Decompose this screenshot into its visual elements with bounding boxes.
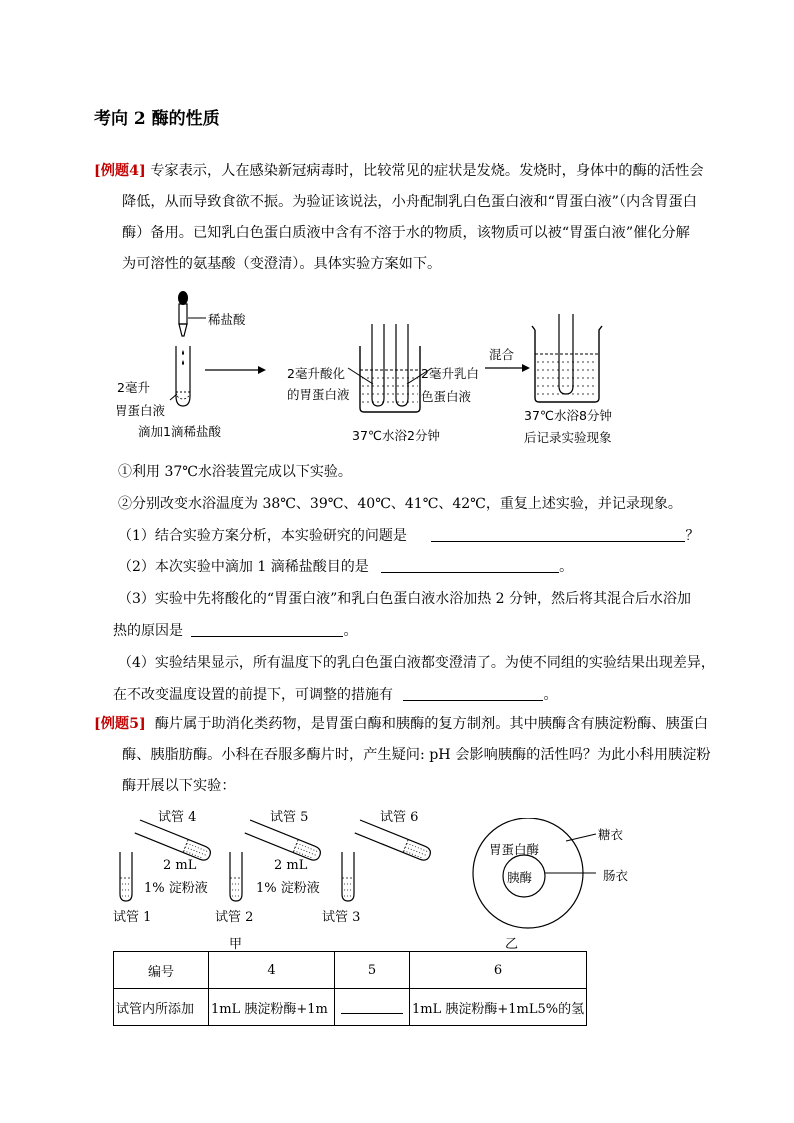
- label-pancreatin: 胰酶: [507, 870, 533, 885]
- label-tube-6: 试管 6: [380, 810, 419, 825]
- table-cell: 1mL 胰淀粉酶+1m: [209, 989, 335, 1026]
- step-1: ①利用 37℃水浴装置完成以下实验。: [118, 464, 352, 480]
- label-right-line2: 色蛋白液: [421, 389, 472, 404]
- table-cell-blank[interactable]: [335, 989, 410, 1026]
- beaker-icon: [532, 314, 602, 402]
- question-4-end: 。: [543, 687, 558, 703]
- question-1-text: （1）结合实验方案分析，本实验研究的问题是: [118, 528, 407, 544]
- label-end-line2: 后记录实验现象: [524, 430, 612, 445]
- ex5-line-1: 酶片属于助消化类药物，是胃蛋白酶和胰酶的复方制剂。其中胰酶含有胰淀粉酶、胰蛋白: [154, 716, 709, 732]
- answer-blank-5[interactable]: [341, 999, 403, 1014]
- table-cell: 1mL 胰淀粉酶+1mL5%的氢: [410, 989, 587, 1026]
- table-row: [114, 989, 587, 1026]
- label-sugar-coat: 糖衣: [598, 827, 624, 842]
- label-bath: 37℃水浴2分钟: [352, 428, 440, 443]
- table-header-cell: 6: [410, 952, 587, 989]
- table-cell: 试管内所添加: [114, 989, 209, 1026]
- label-dilute-acid: 稀盐酸: [208, 312, 246, 327]
- answer-blank-1[interactable]: [431, 527, 685, 542]
- label-tube-content: 胃蛋白液: [115, 403, 166, 418]
- section-title: 考向 2 酶的性质: [94, 109, 220, 129]
- question-2-text: （2）本次实验中滴加 1 滴稀盐酸目的是: [118, 559, 369, 575]
- question-3b: [113, 620, 357, 640]
- label-tube-2: 试管 2: [215, 910, 254, 925]
- test-tube-icon: [170, 346, 190, 406]
- table-header-row: [114, 952, 587, 989]
- question-1: [118, 525, 699, 545]
- tablet-cross-section-icon: [473, 818, 596, 928]
- label-left-line2: 的胃蛋白液: [287, 387, 350, 402]
- label-mix: 混合: [489, 347, 515, 362]
- example-4-tag: [例题4]: [94, 163, 146, 179]
- ex4-line-3: 酶）备用。已知乳白色蛋白质液中含有不溶于水的物质，该物质可以被“胃蛋白液”催化分解: [122, 225, 690, 241]
- question-2: [118, 556, 573, 576]
- experiment-table: [113, 951, 587, 1026]
- question-4a: （4）实验结果显示，所有温度下的乳白色蛋白液都变澄清了。为使不同组的实验结果出现差异，: [118, 655, 715, 671]
- answer-blank-3[interactable]: [191, 622, 343, 637]
- arrow-icon: [205, 366, 266, 374]
- label-volume-1: 2 mL: [163, 858, 197, 873]
- label-tube-5: 试管 5: [270, 810, 309, 825]
- upright-test-tube-icon: [120, 852, 132, 901]
- example-5-tag: [例题5]: [94, 716, 146, 732]
- ex4-line-4: 为可溶性的氨基酸（变澄清）。具体实验方案如下。: [122, 256, 442, 272]
- question-4b: [113, 684, 557, 704]
- beaker-icon: [348, 324, 432, 412]
- label-tube-1: 试管 1: [113, 910, 152, 925]
- label-enteric-coat: 肠衣: [603, 868, 629, 883]
- tilted-test-tube-icon: [355, 820, 433, 862]
- question-3b-text: 热的原因是: [113, 623, 183, 639]
- ex5-line-2: 酶、胰脂肪酶。小科在吞服多酶片时，产生疑问: pH 会影响胰酶的活性吗？为此小科用胰淀粉: [122, 747, 711, 763]
- tilted-test-tube-icon: [245, 820, 323, 862]
- table-header-cell: 编号: [114, 952, 209, 989]
- step-2: ②分别改变水浴温度为 38℃、39℃、40℃、41℃、42℃，重复上述实验，并记录现象。: [118, 496, 682, 512]
- label-pepsin: 胃蛋白酶: [489, 842, 540, 857]
- caption-yi: 乙: [505, 937, 519, 952]
- arrow-icon: [485, 364, 530, 372]
- label-right-line1: 2毫升乳白: [421, 366, 479, 381]
- label-starch-2: 1% 淀粉液: [256, 881, 320, 896]
- ex5-line-3: 酶开展以下实验：: [122, 778, 236, 794]
- answer-blank-2[interactable]: [381, 558, 559, 573]
- question-3-end: 。: [343, 623, 358, 639]
- question-1-end: ？: [685, 528, 700, 544]
- answer-blank-4[interactable]: [403, 686, 543, 701]
- tablet-figure: [466, 818, 616, 930]
- label-starch-1: 1% 淀粉液: [144, 881, 208, 896]
- caption-jia: 甲: [229, 937, 243, 952]
- label-tube-volume: 2毫升: [117, 380, 150, 395]
- question-4b-text: 在不改变温度设置的前提下，可调整的措施有: [113, 687, 393, 703]
- drop-icon: [182, 350, 184, 365]
- ex4-line-1: 专家表示，人在感染新冠病毒时，比较常见的症状是发烧。发烧时，身体中的酶的活性会: [150, 163, 704, 179]
- question-3a: （3）实验中先将酸化的“胃蛋白液”和乳白色蛋白液水浴加热 2 分钟，然后将其混合后水浴加: [118, 591, 692, 607]
- example-4-text: [94, 156, 734, 280]
- label-end-line1: 37℃水浴8分钟: [524, 408, 612, 423]
- question-2-end: 。: [559, 559, 574, 575]
- label-tube-3: 试管 3: [322, 910, 361, 925]
- table-header-cell: 5: [335, 952, 410, 989]
- upright-test-tube-icon: [230, 852, 242, 901]
- ex4-line-2: 降低，从而导致食欲不振。为验证该说法，小舟配制乳白色蛋白液和“胃蛋白液”（内含胃蛋白: [122, 194, 697, 210]
- table-header-cell: 4: [209, 952, 335, 989]
- upright-test-tube-icon: [342, 852, 354, 901]
- label-left-line1: 2毫升酸化: [287, 366, 345, 381]
- dropper-icon: [178, 291, 206, 336]
- label-tube-4: 试管 4: [158, 810, 197, 825]
- tilted-test-tube-icon: [135, 820, 213, 862]
- example-5-text: [94, 709, 734, 802]
- label-volume-2: 2 mL: [274, 858, 308, 873]
- label-tube-step: 滴加1滴稀盐酸: [138, 424, 221, 439]
